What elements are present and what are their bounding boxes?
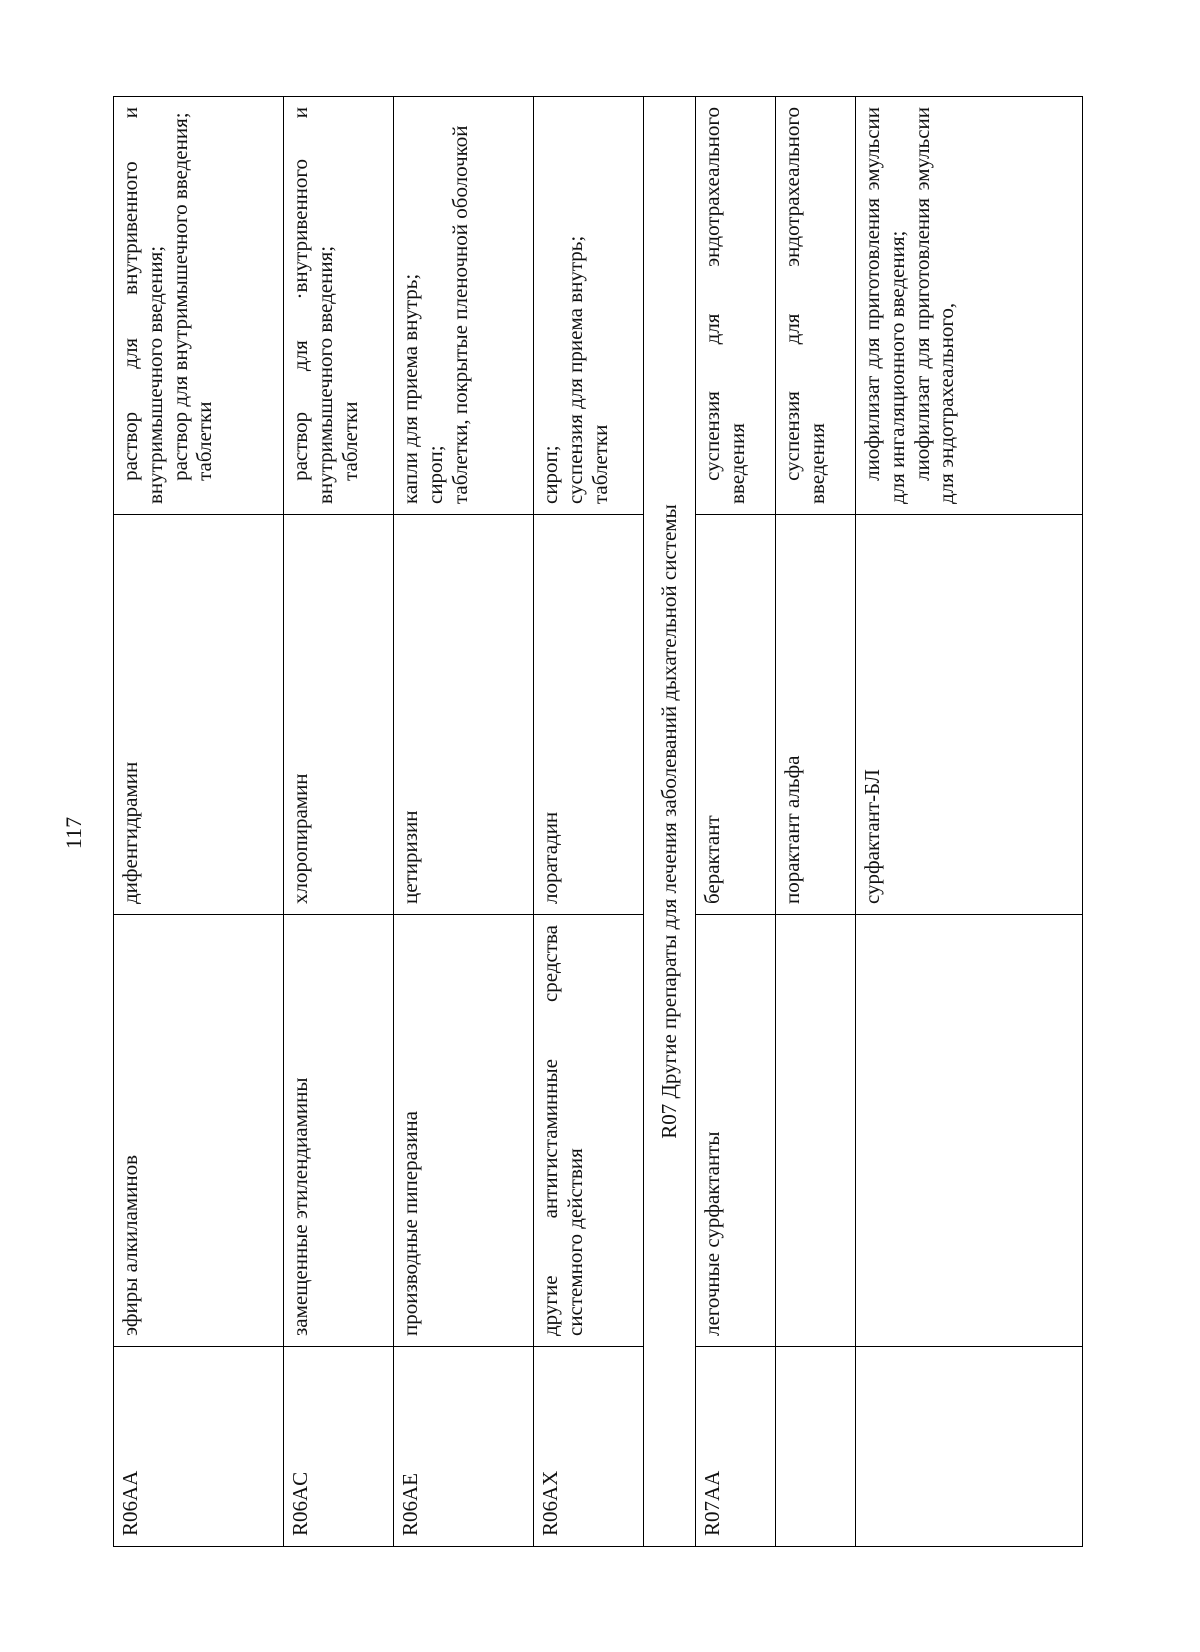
- drug-name: сурфактант-БЛ: [856, 515, 1083, 915]
- table-row: [394, 97, 534, 1547]
- pharm-group: производные пиперазина: [394, 915, 534, 1347]
- table-row: [856, 97, 1083, 1547]
- pharm-group: [776, 915, 856, 1347]
- atc-code: R06AA: [114, 1347, 284, 1547]
- drug-name: лоратадин: [534, 515, 644, 915]
- section-header-row: [644, 97, 696, 1547]
- drug-table: [113, 96, 1083, 1547]
- atc-code: [856, 1347, 1083, 1547]
- atc-code: [776, 1347, 856, 1547]
- page-number: 117: [61, 816, 87, 850]
- dosage-forms: сироп; суспензия для приема внутрь; таблетки: [534, 97, 644, 515]
- atc-code: R07AA: [696, 1347, 776, 1547]
- dosage-forms: раствор для ·внутривенного и внутримышечного введения; таблетки: [284, 97, 394, 515]
- table-row: [114, 97, 284, 1547]
- atc-code: R06AX: [534, 1347, 644, 1547]
- pharm-group: [856, 915, 1083, 1347]
- drug-name: хлоропирамин: [284, 515, 394, 915]
- pharm-group: легочные сурфактанты: [696, 915, 776, 1347]
- drug-name: цетиризин: [394, 515, 534, 915]
- table-row: [776, 97, 856, 1547]
- table-row: [534, 97, 644, 1547]
- dosage-forms: лиофилизат для приготовления эмульсии для ингаляционного введения; лиофилизат для приготовления эмульсии для эндотрахеального,: [856, 97, 1083, 515]
- drug-name: дифенгидрамин: [114, 515, 284, 915]
- section-header: R07 Другие препараты для лечения заболеваний дыхательной системы: [644, 97, 696, 1547]
- drug-name: берактант: [696, 515, 776, 915]
- dosage-forms: суспензия для эндотрахеального введения: [776, 97, 856, 515]
- drug-table-rotated: [113, 97, 1083, 1547]
- dosage-forms: суспензия для эндотрахеального введения: [696, 97, 776, 515]
- dosage-forms: раствор для внутривенного и внутримышечного введения; раствор для внутримышечного введения; таблетки: [114, 97, 284, 515]
- pharm-group: замещенные этилендиамины: [284, 915, 394, 1347]
- table-row: [284, 97, 394, 1547]
- pharm-group: эфиры алкиламинов: [114, 915, 284, 1347]
- dosage-forms: капли для приема внутрь; сироп; таблетки, покрытые пленочной оболочкой: [394, 97, 534, 515]
- atc-code: R06AE: [394, 1347, 534, 1547]
- atc-code: R06AC: [284, 1347, 394, 1547]
- pharm-group: другие антигистаминные средства системного действия: [534, 915, 644, 1347]
- table-row: [696, 97, 776, 1547]
- drug-name: порактант альфа: [776, 515, 856, 915]
